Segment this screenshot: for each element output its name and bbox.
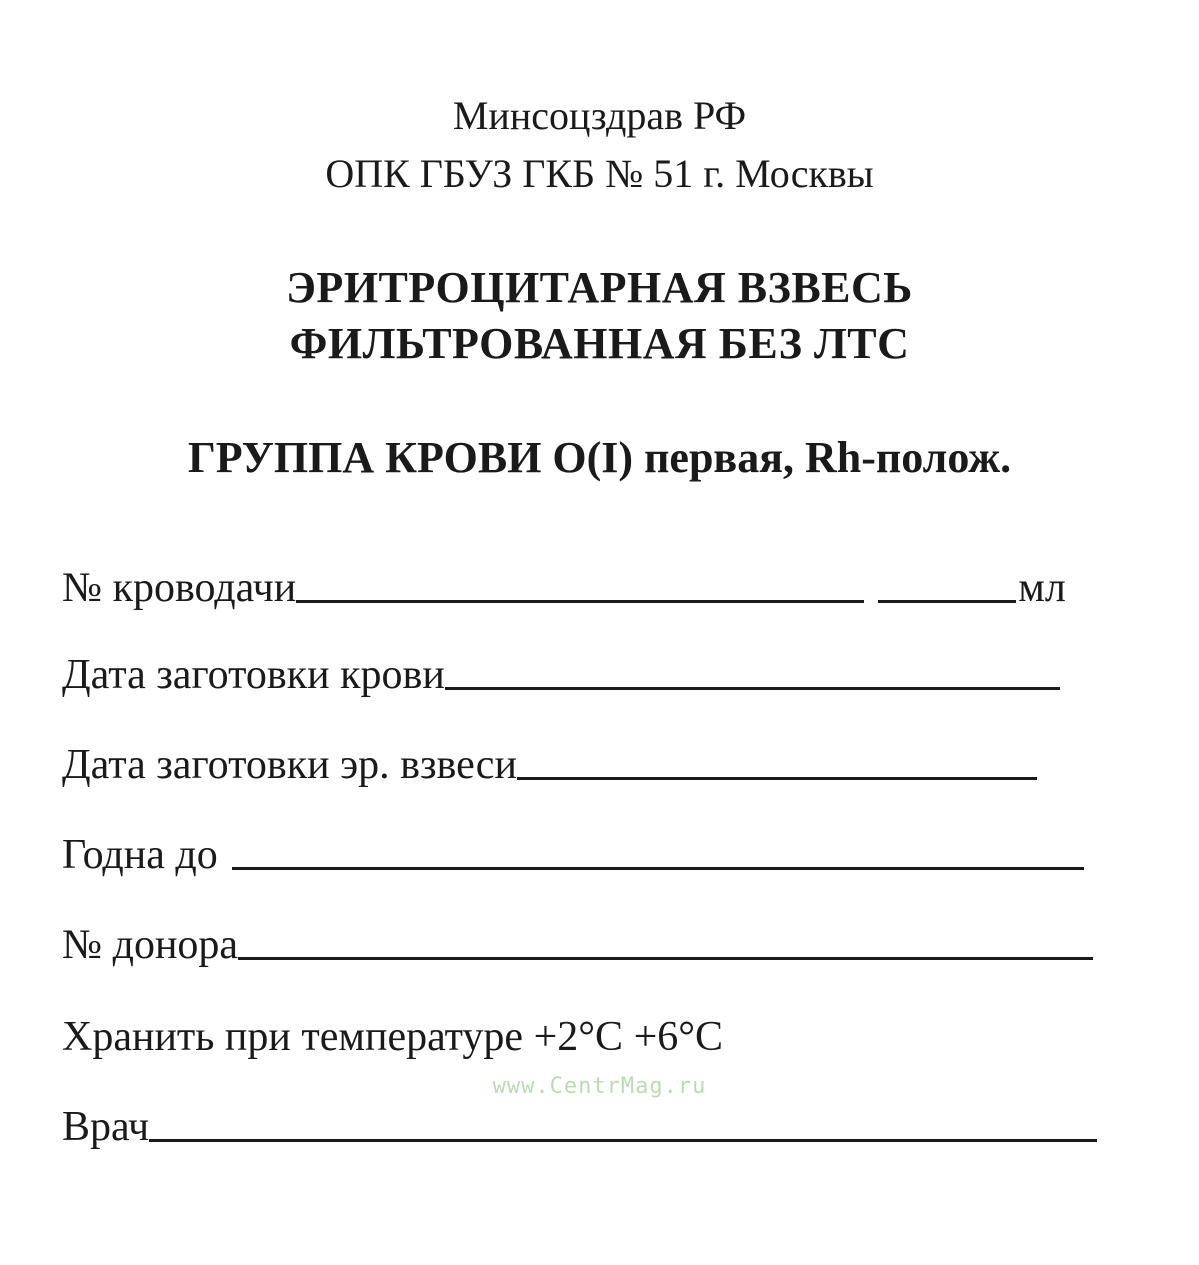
valid-until-label: Годна до: [62, 832, 218, 878]
volume-line[interactable]: [878, 600, 1016, 603]
doctor-field: [62, 1094, 1097, 1148]
donation-number-field: [62, 555, 1066, 609]
watermark: www.CentrMag.ru: [492, 1074, 707, 1099]
blood-date-line[interactable]: [445, 687, 1060, 690]
donor-number-line[interactable]: [238, 957, 1093, 960]
product-name-line1: ЭРИТРОЦИТАРНАЯ ВЗВЕСЬ: [286, 263, 913, 312]
blood-group: ГРУППА КРОВИ O(I) первая, Rh-полож.: [187, 433, 1012, 482]
suspension-date-line[interactable]: [517, 777, 1037, 780]
valid-until-field: [62, 822, 1084, 876]
doctor-line[interactable]: [149, 1139, 1097, 1142]
suspension-date-label: Дата заготовки эр. взвеси: [62, 742, 517, 788]
blood-date-label: Дата заготовки крови: [62, 652, 445, 698]
donor-number-label: № донора: [62, 922, 239, 968]
storage-field: [62, 1004, 723, 1058]
valid-until-line[interactable]: [232, 867, 1084, 870]
suspension-date-field: [62, 732, 1037, 786]
volume-unit: мл: [1018, 565, 1066, 611]
blood-date-field: [62, 642, 1060, 696]
donation-number-label: № кроводачи: [62, 565, 297, 611]
institution-name: ОПК ГБУЗ ГКБ № 51 г. Москвы: [325, 151, 874, 196]
storage-label: Хранить при температуре +2°C +6°C: [62, 1014, 724, 1060]
doctor-label: Врач: [62, 1104, 150, 1150]
ministry-name: Минсоцздрав РФ: [452, 93, 747, 138]
donation-number-line[interactable]: [296, 600, 864, 603]
product-name-line2: ФИЛЬТРОВАННАЯ БЕЗ ЛТС: [289, 319, 910, 368]
donor-number-field: [62, 912, 1093, 966]
